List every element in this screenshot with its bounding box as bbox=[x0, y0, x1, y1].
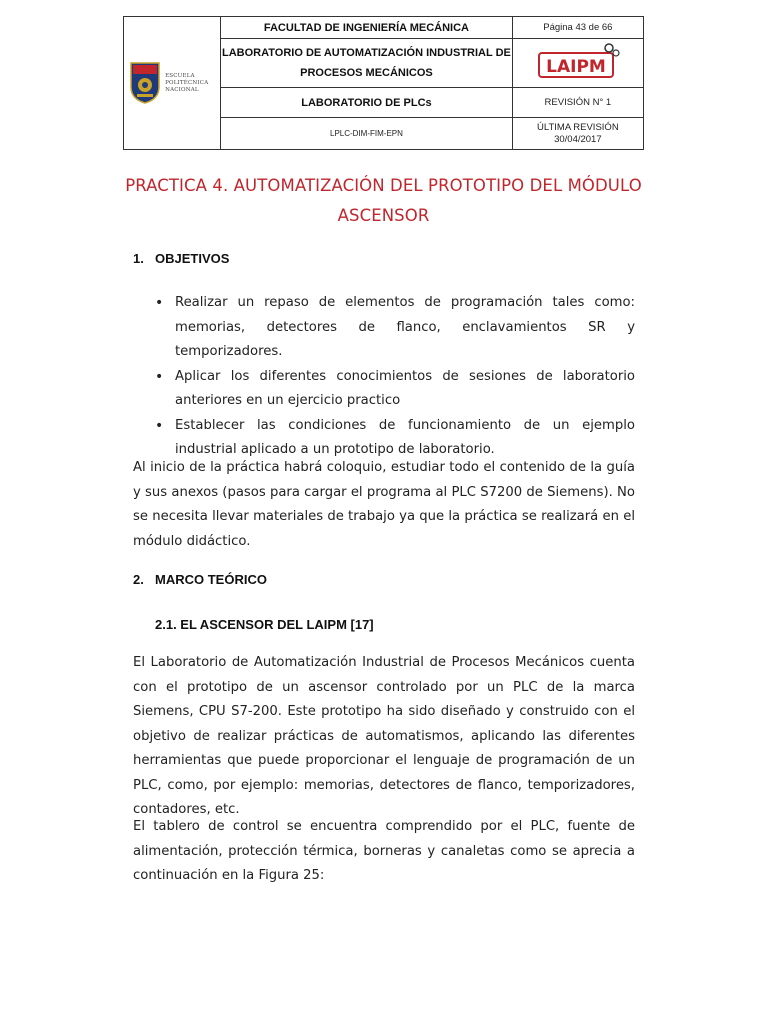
list-item: • Realizar un repaso de elementos de programación tales como: memorias, detectores de flanco, enclavamientos SR y temporizadores. bbox=[155, 291, 635, 365]
subsection-heading: 2.1. EL ASCENSOR DEL LAIPM [17] bbox=[155, 617, 374, 632]
section-heading-theory: 2. MARCO TEÓRICO bbox=[133, 572, 267, 587]
lab-name: LABORATORIO DE AUTOMATIZACIÓN INDUSTRIAL DE PROCESOS MECÁNICOS bbox=[221, 39, 513, 88]
practice-title-line1: PRACTICA 4. AUTOMATIZACIÓN DEL PROTOTIPO DEL MÓDULO bbox=[125, 176, 642, 195]
section-heading-objectives: 1. OBJETIVOS bbox=[133, 251, 230, 266]
gear-icon bbox=[613, 50, 619, 56]
lab-plc-title: LABORATORIO DE PLCs bbox=[221, 88, 513, 118]
laipm-logo-cell bbox=[512, 39, 643, 88]
epn-logo-cell bbox=[124, 17, 221, 150]
theory-paragraph-2: El tablero de control se encuentra comprendido por el PLC, fuente de alimentación, protección térmica, borneras y canaletas como se aprecia a continuación en la Figura 25: bbox=[133, 819, 635, 883]
svg-text:LAIPM: LAIPM bbox=[546, 57, 606, 77]
document-code: LPLC-DIM-FIM-EPN bbox=[221, 118, 513, 150]
practice-title-line2: ASCENSOR bbox=[337, 206, 430, 225]
revision-number: REVISIÓN N° 1 bbox=[512, 88, 643, 118]
theory-paragraph-1: El Laboratorio de Automatización Industrial de Procesos Mecánicos cuenta con el prototipo de un ascensor controlado por un PLC de la marca Siemens, CPU S7-200. Este prototipo ha sido diseñado y construido con el objetivo de realizar prácticas de automatismos, aplicando las diferentes herramientas que puede proporcionar el lenguaje de programación de un PLC, como, por ejemplo: memorias, detectores de flanco, temporizadores, contadores, etc. bbox=[133, 655, 635, 817]
document-header bbox=[123, 16, 644, 150]
last-revision: ÚLTIMA REVISIÓN 30/04/2017 bbox=[512, 118, 643, 150]
shield-icon bbox=[129, 61, 161, 105]
list-item: • Aplicar los diferentes conocimientos de sesiones de laboratorio anteriores en un ejercicio practico bbox=[155, 365, 635, 414]
epn-logo bbox=[129, 52, 215, 114]
laipm-logo bbox=[535, 39, 621, 83]
page-number: Página 43 de 66 bbox=[512, 17, 643, 39]
objectives-list bbox=[155, 291, 635, 463]
gear-icon bbox=[605, 44, 613, 52]
list-item: • Establecer las condiciones de funcionamiento de un ejemplo industrial aplicado a un prototipo de laboratorio. bbox=[155, 414, 635, 463]
intro-paragraph: Al inicio de la práctica habrá coloquio, estudiar todo el contenido de la guía y sus anexos (pasos para cargar el programa al PLC S7200 de Siemens). No se necesita llevar materiales de trabajo ya que la práctica se realizará en el módulo didáctico. bbox=[133, 460, 635, 549]
epn-logo-text: ESCUELA POLITÉCNICA NACIONAL bbox=[165, 72, 209, 93]
faculty-name: FACULTAD DE INGENIERÍA MECÁNICA bbox=[221, 17, 513, 39]
